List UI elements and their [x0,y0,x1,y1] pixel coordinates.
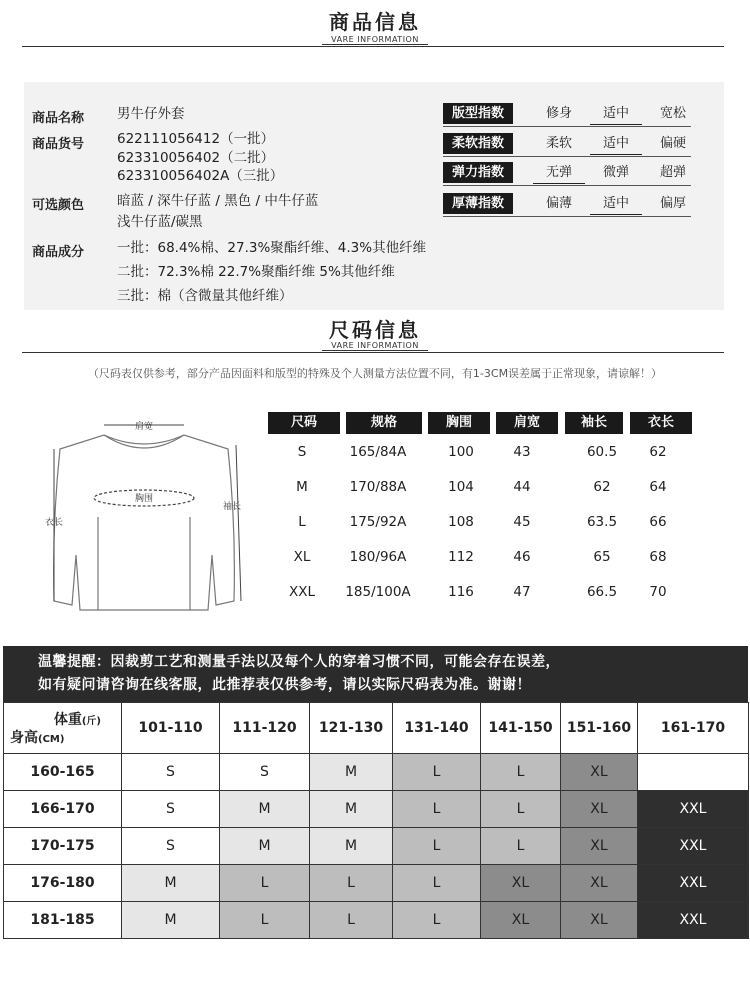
tip-banner [3,646,748,702]
size-header-cell: 肩宽 [496,412,558,434]
recommend-size-cell: L [481,754,561,791]
size-table-cell: 45 [513,514,531,530]
tip-line-2: 如有疑问请咨询在线客服，此推荐表仅供参考，请以实际尺码表为准。谢谢！ [38,677,531,693]
index-underline [443,185,691,186]
size-table-cell: 66.5 [586,584,618,600]
recommend-size-cell: XL [561,828,638,865]
weight-unit: (斤) [81,716,101,727]
recommend-size-cell: M [310,791,393,828]
recommend-size-cell: XXL [638,828,749,865]
code-label: 商品货号 [32,137,85,152]
weight-header-cell: 161-170 [638,703,749,754]
size-table-cell: XXL [288,584,316,600]
recommend-size-cell: S [122,828,220,865]
length-label: 衣长 [44,518,64,528]
recommend-size-cell: XL [561,791,638,828]
height-unit: (CM) [38,734,65,745]
product-code-2: 623310056402（二批） [117,150,275,166]
size-table-cell: 185/100A [345,584,411,600]
size-table-cell: 66 [649,514,667,530]
recommend-size-cell: L [393,865,481,902]
recommend-size-cell: XXL [638,791,749,828]
size-table-cell: 108 [448,514,474,530]
weight-header-cell: 111-120 [220,703,310,754]
subtitle-underline [322,44,428,45]
recommend-size-cell: M [220,791,310,828]
index-option: 偏薄 [545,196,572,211]
size-table-cell: 44 [513,479,531,495]
recommend-size-cell [638,754,749,791]
size-note: （尺码表仅供参考，部分产品因面料和版型的特殊及个人测量方法位置不同，有1-3CM误差属于正常现象，请谅解！） [87,367,663,380]
recommend-size-cell: XL [561,902,638,939]
size-table-cell: 46 [513,549,531,565]
height-label: 身高 [10,730,38,746]
size-table-cell: L [298,514,306,530]
chest-label: 胸围 [134,494,154,504]
recommend-size-cell: XXL [638,902,749,939]
recommend-size-cell: M [122,902,220,939]
recommend-header-row [4,703,749,754]
index-option-selected: 适中 [590,104,642,125]
size-table-cell: 64 [649,479,667,495]
product-name: 男牛仔外套 [117,106,185,122]
garment-outline [54,435,235,610]
recommend-corner-cell [4,703,122,754]
index-underline [443,216,691,217]
height-cell: 181-185 [4,902,122,939]
composition-label: 商品成分 [32,245,85,260]
index-label: 柔软指数 [443,133,513,154]
collar-line [104,435,184,448]
size-recommendation-table [3,702,749,939]
index-option: 偏硬 [659,136,686,151]
recommend-size-cell: XL [561,754,638,791]
size-header-cell: 衣长 [630,412,692,434]
recommend-size-cell: L [393,791,481,828]
recommend-size-cell: XL [481,865,561,902]
size-table-cell: 112 [448,549,474,565]
index-underline [443,126,691,127]
height-cell: 170-175 [4,828,122,865]
index-option-selected: 无弹 [533,163,585,184]
colors-line-1: 暗蓝 / 深牛仔蓝 / 黑色 / 中牛仔蓝 [117,193,319,209]
height-cell: 176-180 [4,865,122,902]
recommend-size-cell: L [310,865,393,902]
size-header-cell: 尺码 [268,412,340,434]
recommend-row [4,865,749,902]
index-option: 微弹 [602,165,629,180]
weight-header-cell: 151-160 [561,703,638,754]
weight-header-cell: 131-140 [393,703,481,754]
size-table-cell: 68 [649,549,667,565]
index-option: 宽松 [659,106,686,121]
color-label: 可选颜色 [32,198,85,213]
size-table-cell: 100 [448,444,474,460]
size-table-cell: 63.5 [586,514,618,530]
index-option-selected: 适中 [590,194,642,215]
name-label: 商品名称 [32,111,85,126]
recommend-row [4,754,749,791]
weight-header-cell: 121-130 [310,703,393,754]
sleeve-label: 袖长 [222,502,242,512]
size-table-cell: 104 [448,479,474,495]
recommend-size-cell: L [393,754,481,791]
recommend-row [4,902,749,939]
recommend-size-cell: XL [561,865,638,902]
recommend-size-cell: XL [481,902,561,939]
index-option: 偏厚 [659,196,686,211]
recommend-size-cell: L [220,902,310,939]
composition-3: 三批：棉（含微量其他纤维） [117,288,293,304]
shoulder-label: 肩宽 [134,422,154,432]
height-cell: 160-165 [4,754,122,791]
size-table-cell: 43 [513,444,531,460]
size-table-cell: 47 [513,584,531,600]
header-rule [22,46,724,47]
recommend-size-cell: L [481,791,561,828]
height-cell: 166-170 [4,791,122,828]
recommend-size-cell: M [310,828,393,865]
size-header-cell: 袖长 [565,412,623,434]
product-code-1: 622111056412（一批） [117,131,275,147]
recommend-size-cell: M [310,754,393,791]
colors-line-2: 浅牛仔蓝/碳黑 [117,214,203,230]
weight-header-cell: 101-110 [122,703,220,754]
size-table-cell: 180/96A [349,549,407,565]
recommend-row [4,828,749,865]
index-label: 弹力指数 [443,162,513,183]
recommend-size-cell: L [220,865,310,902]
size-table-cell: M [296,479,308,495]
index-option-selected: 适中 [590,134,642,155]
recommend-size-cell: L [393,828,481,865]
index-option: 柔软 [545,136,572,151]
weight-header-cell: 141-150 [481,703,561,754]
size-table-cell: 65 [593,549,611,565]
recommend-size-cell: S [220,754,310,791]
tip-line-1: 温馨提醒：因裁剪工艺和测量手法以及每个人的穿着习惯不同，可能会存在误差， [38,654,560,670]
size-table-cell: XL [293,549,311,565]
size-table-cell: 62 [649,444,667,460]
composition-1: 一批：68.4%棉、27.3%聚酯纤维、4.3%其他纤维 [117,240,427,256]
size-header-cell: 胸围 [428,412,490,434]
index-underline [443,156,691,157]
recommend-size-cell: L [393,902,481,939]
recommend-size-cell: S [122,754,220,791]
size-table-cell: S [297,444,307,460]
product-code-3: 623310056402A（三批） [117,168,284,184]
size-table-cell: 175/92A [349,514,407,530]
weight-label: 体重 [53,712,82,728]
size-table-cell: 165/84A [349,444,407,460]
size-table-cell: 170/88A [349,479,407,495]
size-table-cell: 60.5 [586,444,618,460]
index-option: 修身 [545,106,572,121]
composition-2: 二批：72.3%棉 22.7%聚酯纤维 5%其他纤维 [117,264,395,280]
product-section-title: 商品信息 [329,10,421,34]
size-header-rule [22,352,724,353]
recommend-size-cell: L [310,902,393,939]
product-section-subtitle: VARE INFORMATION [331,35,419,44]
recommend-size-cell: S [122,791,220,828]
size-section-subtitle: VARE INFORMATION [331,341,419,350]
garment-diagram [36,405,251,615]
recommend-size-cell: XXL [638,865,749,902]
recommend-size-cell: M [220,828,310,865]
size-table-cell: 70 [649,584,667,600]
index-label: 厚薄指数 [443,193,513,214]
size-table-cell: 62 [593,479,611,495]
recommend-size-cell: L [481,828,561,865]
size-header-cell: 规格 [346,412,422,434]
index-label: 版型指数 [443,103,513,124]
index-option: 超弹 [659,165,686,180]
size-section-title: 尺码信息 [329,318,421,342]
size-subtitle-underline [322,350,428,351]
recommend-row [4,791,749,828]
recommend-size-cell: M [122,865,220,902]
size-table-cell: 116 [448,584,474,600]
